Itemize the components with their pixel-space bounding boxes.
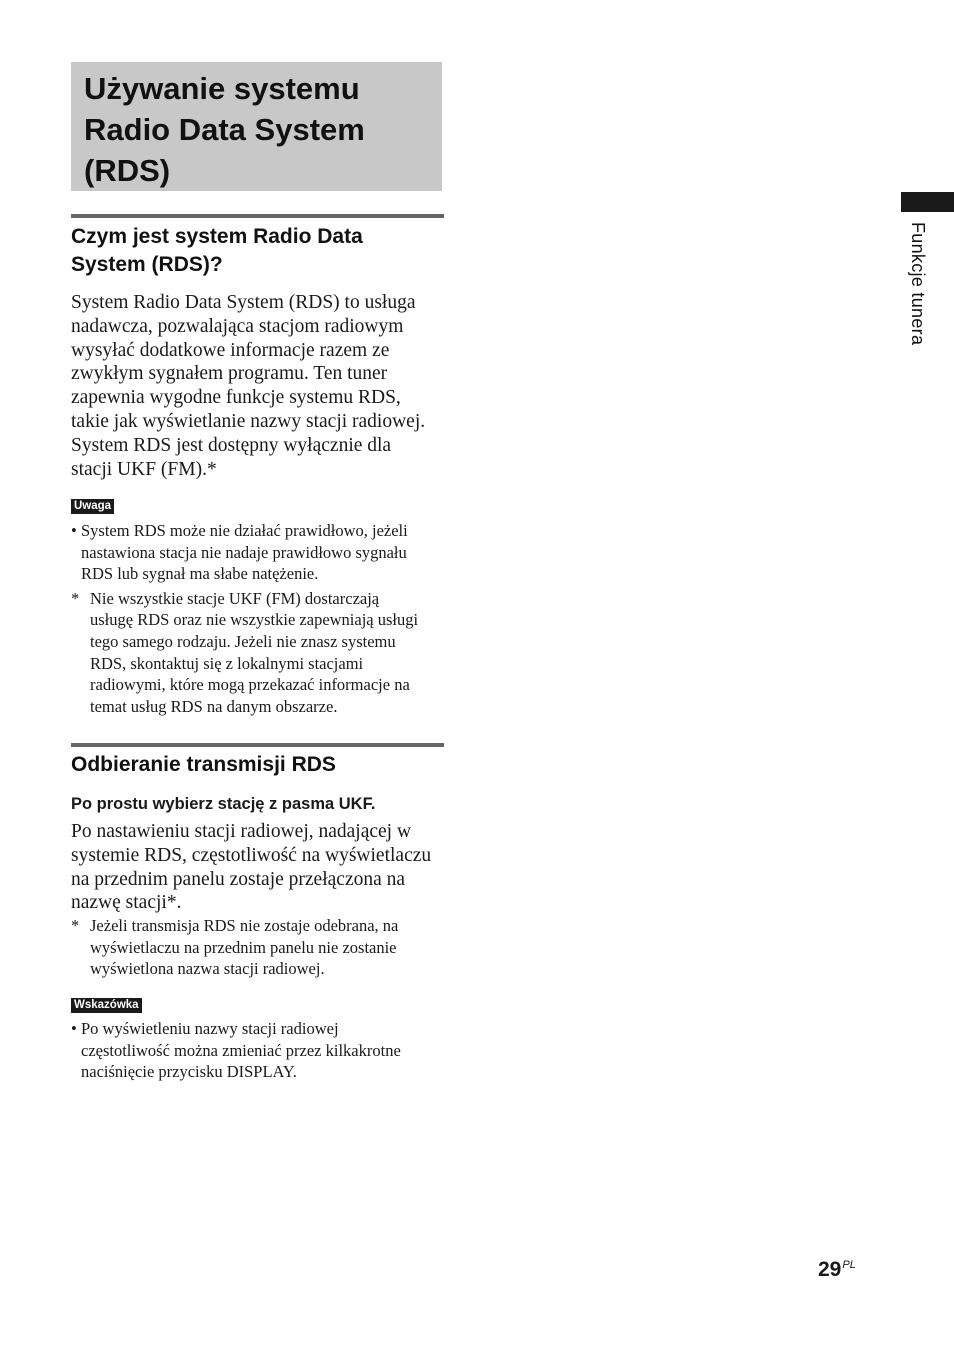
section2-body: Po nastawieniu stacji radiowej, nadającej w systemie RDS, częstotliwość na wyświetlaczu na przednim panelu zostaje przełączona na nazwę stacji*. <box>71 821 432 914</box>
tip-block <box>71 1018 451 1083</box>
tip-label: Wskazówka <box>71 998 142 1013</box>
page-title <box>84 68 428 191</box>
note-footnote: * Nie wszystkie stacje UKF (FM) dostarczają usługę RDS oraz nie wszystkie zapewniają usługi tego samego rodzaju. Jeżeli nie znasz systemu RDS, skontaktuj się z lokalnymi stacjami radiowymi, które mogą przekazać informacje na temat usług RDS na danym obszarze. <box>71 588 419 716</box>
section-heading-receiving-rds: Odbieranie transmisji RDS <box>71 753 336 776</box>
title-line: (RDS) <box>84 153 171 188</box>
title-line: Używanie systemu <box>84 71 360 106</box>
section-divider <box>71 743 444 747</box>
footnote-mark: * <box>71 916 80 935</box>
side-tab-label: Funkcje tunera <box>908 222 928 346</box>
section2-footnote-block <box>71 915 451 980</box>
page-number: $29^{PL}$ <box>818 1258 856 1281</box>
tip-bullet: • Po wyświetleniu nazwy stacji radiowej częstotliwość można zmieniać przez kilkakrotne naciśnięcie przycisku DISPLAY. <box>71 1019 401 1082</box>
note-block <box>71 520 451 717</box>
bullet-mark: • <box>71 521 77 540</box>
section2-footnote: * Jeżeli transmisja RDS nie zostaje odebrana, na wyświetlaczu na przednim panelu nie zostanie wyświetlona nazwa stacji radiowej. <box>71 916 399 979</box>
note-label: Uwaga <box>71 499 114 514</box>
side-tab-marker <box>901 192 954 212</box>
page-suffix: PL <box>842 1259 856 1271</box>
bullet-mark: • <box>71 1019 77 1038</box>
title-box <box>71 62 442 191</box>
section-heading-what-is-rds: Czym jest system Radio Data System (RDS)? <box>71 225 363 276</box>
step-instruction: Po prostu wybierz stację z pasma UKF. <box>71 795 376 813</box>
note-bullet: • System RDS może nie działać prawidłowo, jeżeli nastawiona stacja nie nadaje prawidłowo sygnału RDS lub sygnał ma słabe natężenie. <box>71 521 408 584</box>
section-divider <box>71 214 444 218</box>
section1-body: System Radio Data System (RDS) to usługa nadawcza, pozwalająca stacjom radiowym wysyłać dodatkowe informacje razem ze zwykłym sygnałem programu. Ten tuner zapewnia wygodne funkcje systemu RDS, takie jak wyświetlanie nazwy stacji radiowej. System RDS jest dostępny wyłącznie dla stacji UKF (FM).* <box>71 292 426 480</box>
footnote-mark: * <box>71 588 80 608</box>
title-line: Radio Data System <box>84 112 365 147</box>
